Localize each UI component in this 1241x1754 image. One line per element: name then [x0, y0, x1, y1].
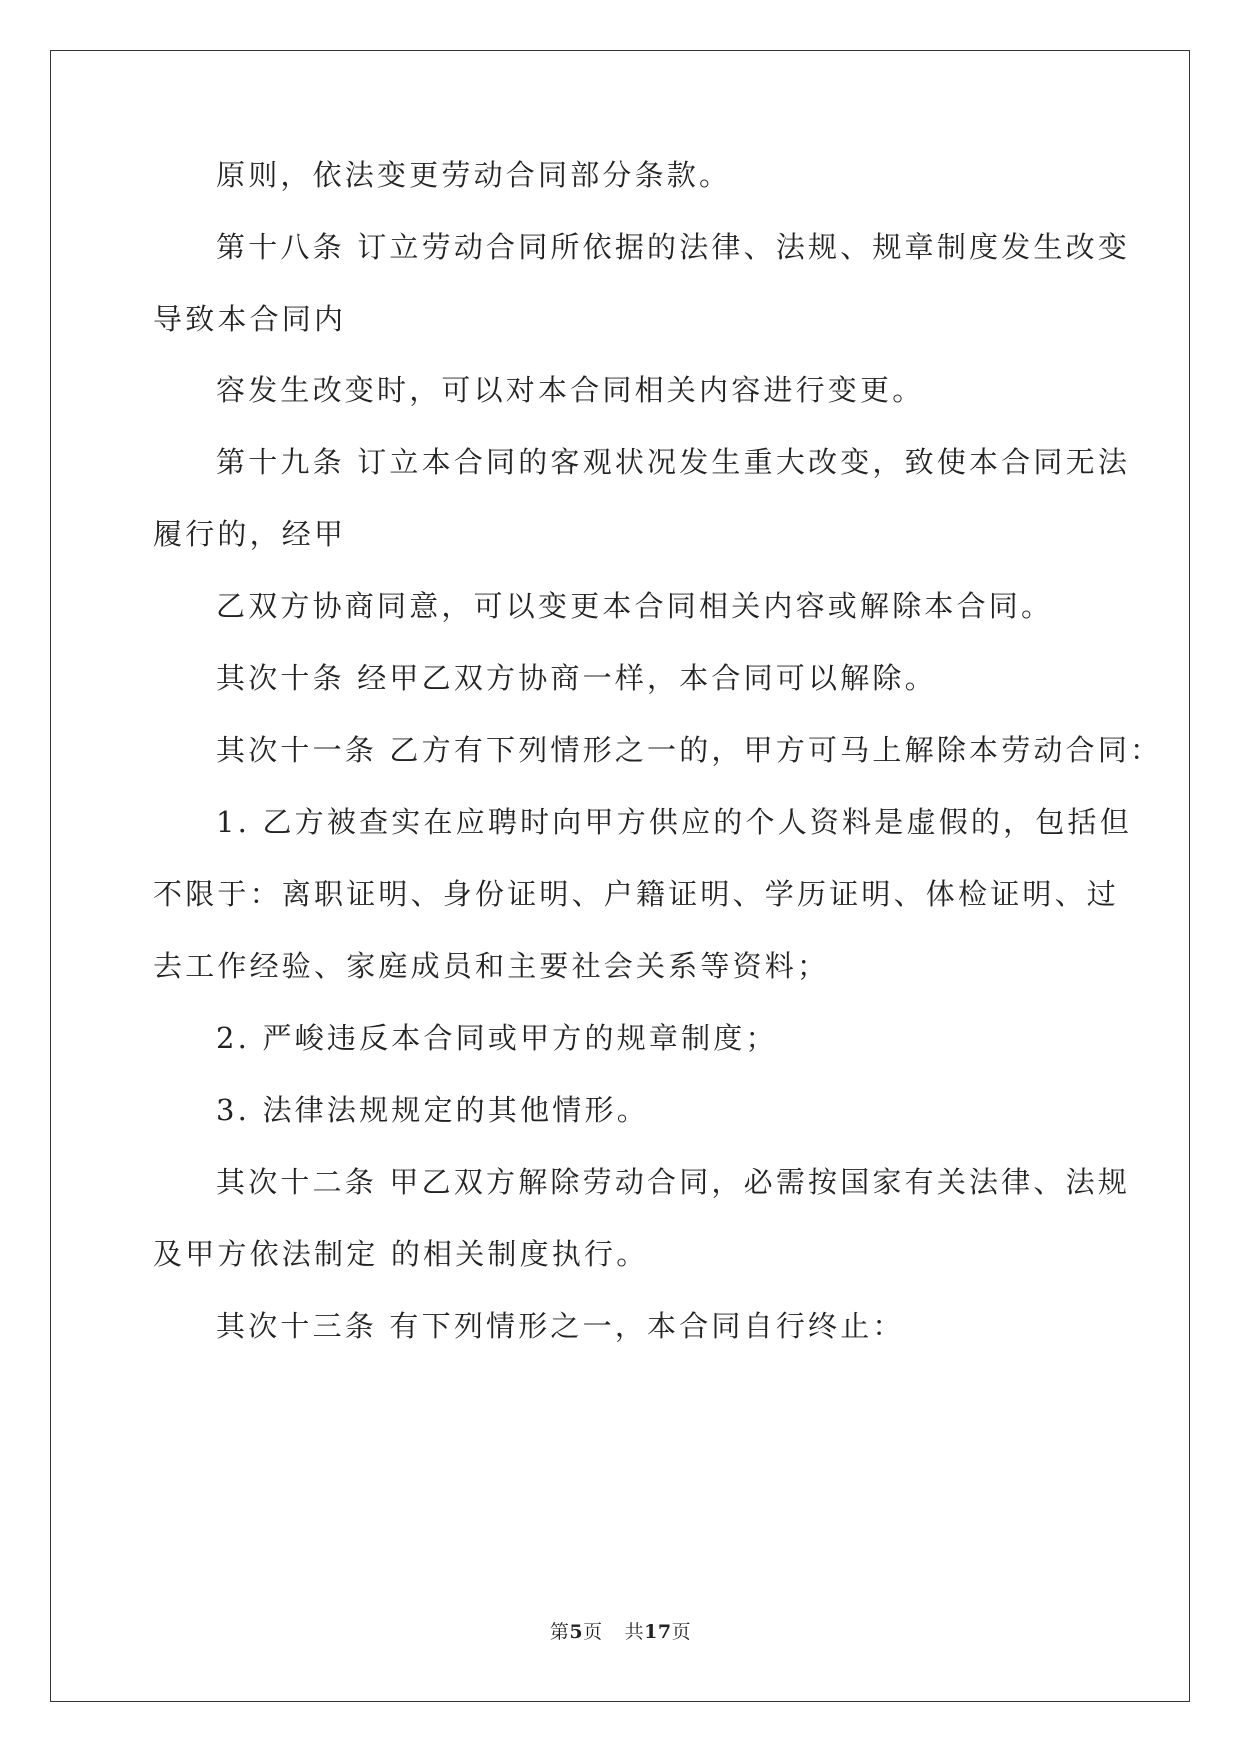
text-line: 去工作经验、家庭成员和主要社会关系等资料；: [153, 949, 830, 983]
text-line: 1. 乙方被查实在应聘时向甲方供应的个人资料是虚假的，包括但: [216, 805, 1132, 839]
text-line: 其次十一条 乙方有下列情形之一的，甲方可马上解除本劳动合同：: [216, 733, 1163, 767]
page-current: 5: [569, 1621, 584, 1643]
text-line: 其次十二条 甲乙双方解除劳动合同，必需按国家有关法律、法规: [216, 1165, 1131, 1199]
text-line: 第十九条 订立本合同的客观状况发生重大改变，致使本合同无法: [216, 445, 1131, 479]
text-line: 乙双方协商同意，可以变更本合同相关内容或解除本合同。: [216, 589, 1054, 623]
page-suffix: 页: [583, 1621, 603, 1643]
page-footer: [0, 1620, 1241, 1644]
text-line: 其次十三条 有下列情形之一，本合同自行终止：: [216, 1309, 905, 1343]
page-prefix: 第: [549, 1621, 570, 1643]
text-line: 原则，依法变更劳动合同部分条款。: [216, 158, 732, 192]
text-line: 导致本合同内: [153, 302, 347, 336]
page-total: 17: [644, 1621, 672, 1643]
text-line: 容发生改变时，可以对本合同相关内容进行变更。: [216, 373, 925, 407]
text-line: 履行的，经甲: [153, 517, 347, 551]
total-prefix: 共: [624, 1621, 645, 1643]
text-line: 及甲方依法制定 的相关制度执行。: [153, 1237, 649, 1271]
total-suffix: 页: [671, 1621, 692, 1643]
text-line: 第十八条 订立劳动合同所依据的法律、法规、规章制度发生改变: [216, 230, 1131, 264]
text-line: 不限于：离职证明、身份证明、户籍证明、学历证明、体检证明、过: [153, 877, 1120, 911]
text-line: 2. 严峻违反本合同或甲方的规章制度；: [216, 1021, 778, 1055]
text-line: 其次十条 经甲乙双方协商一样，本合同可以解除。: [216, 661, 937, 695]
text-line: 3. 法律法规规定的其他情形。: [216, 1093, 649, 1127]
